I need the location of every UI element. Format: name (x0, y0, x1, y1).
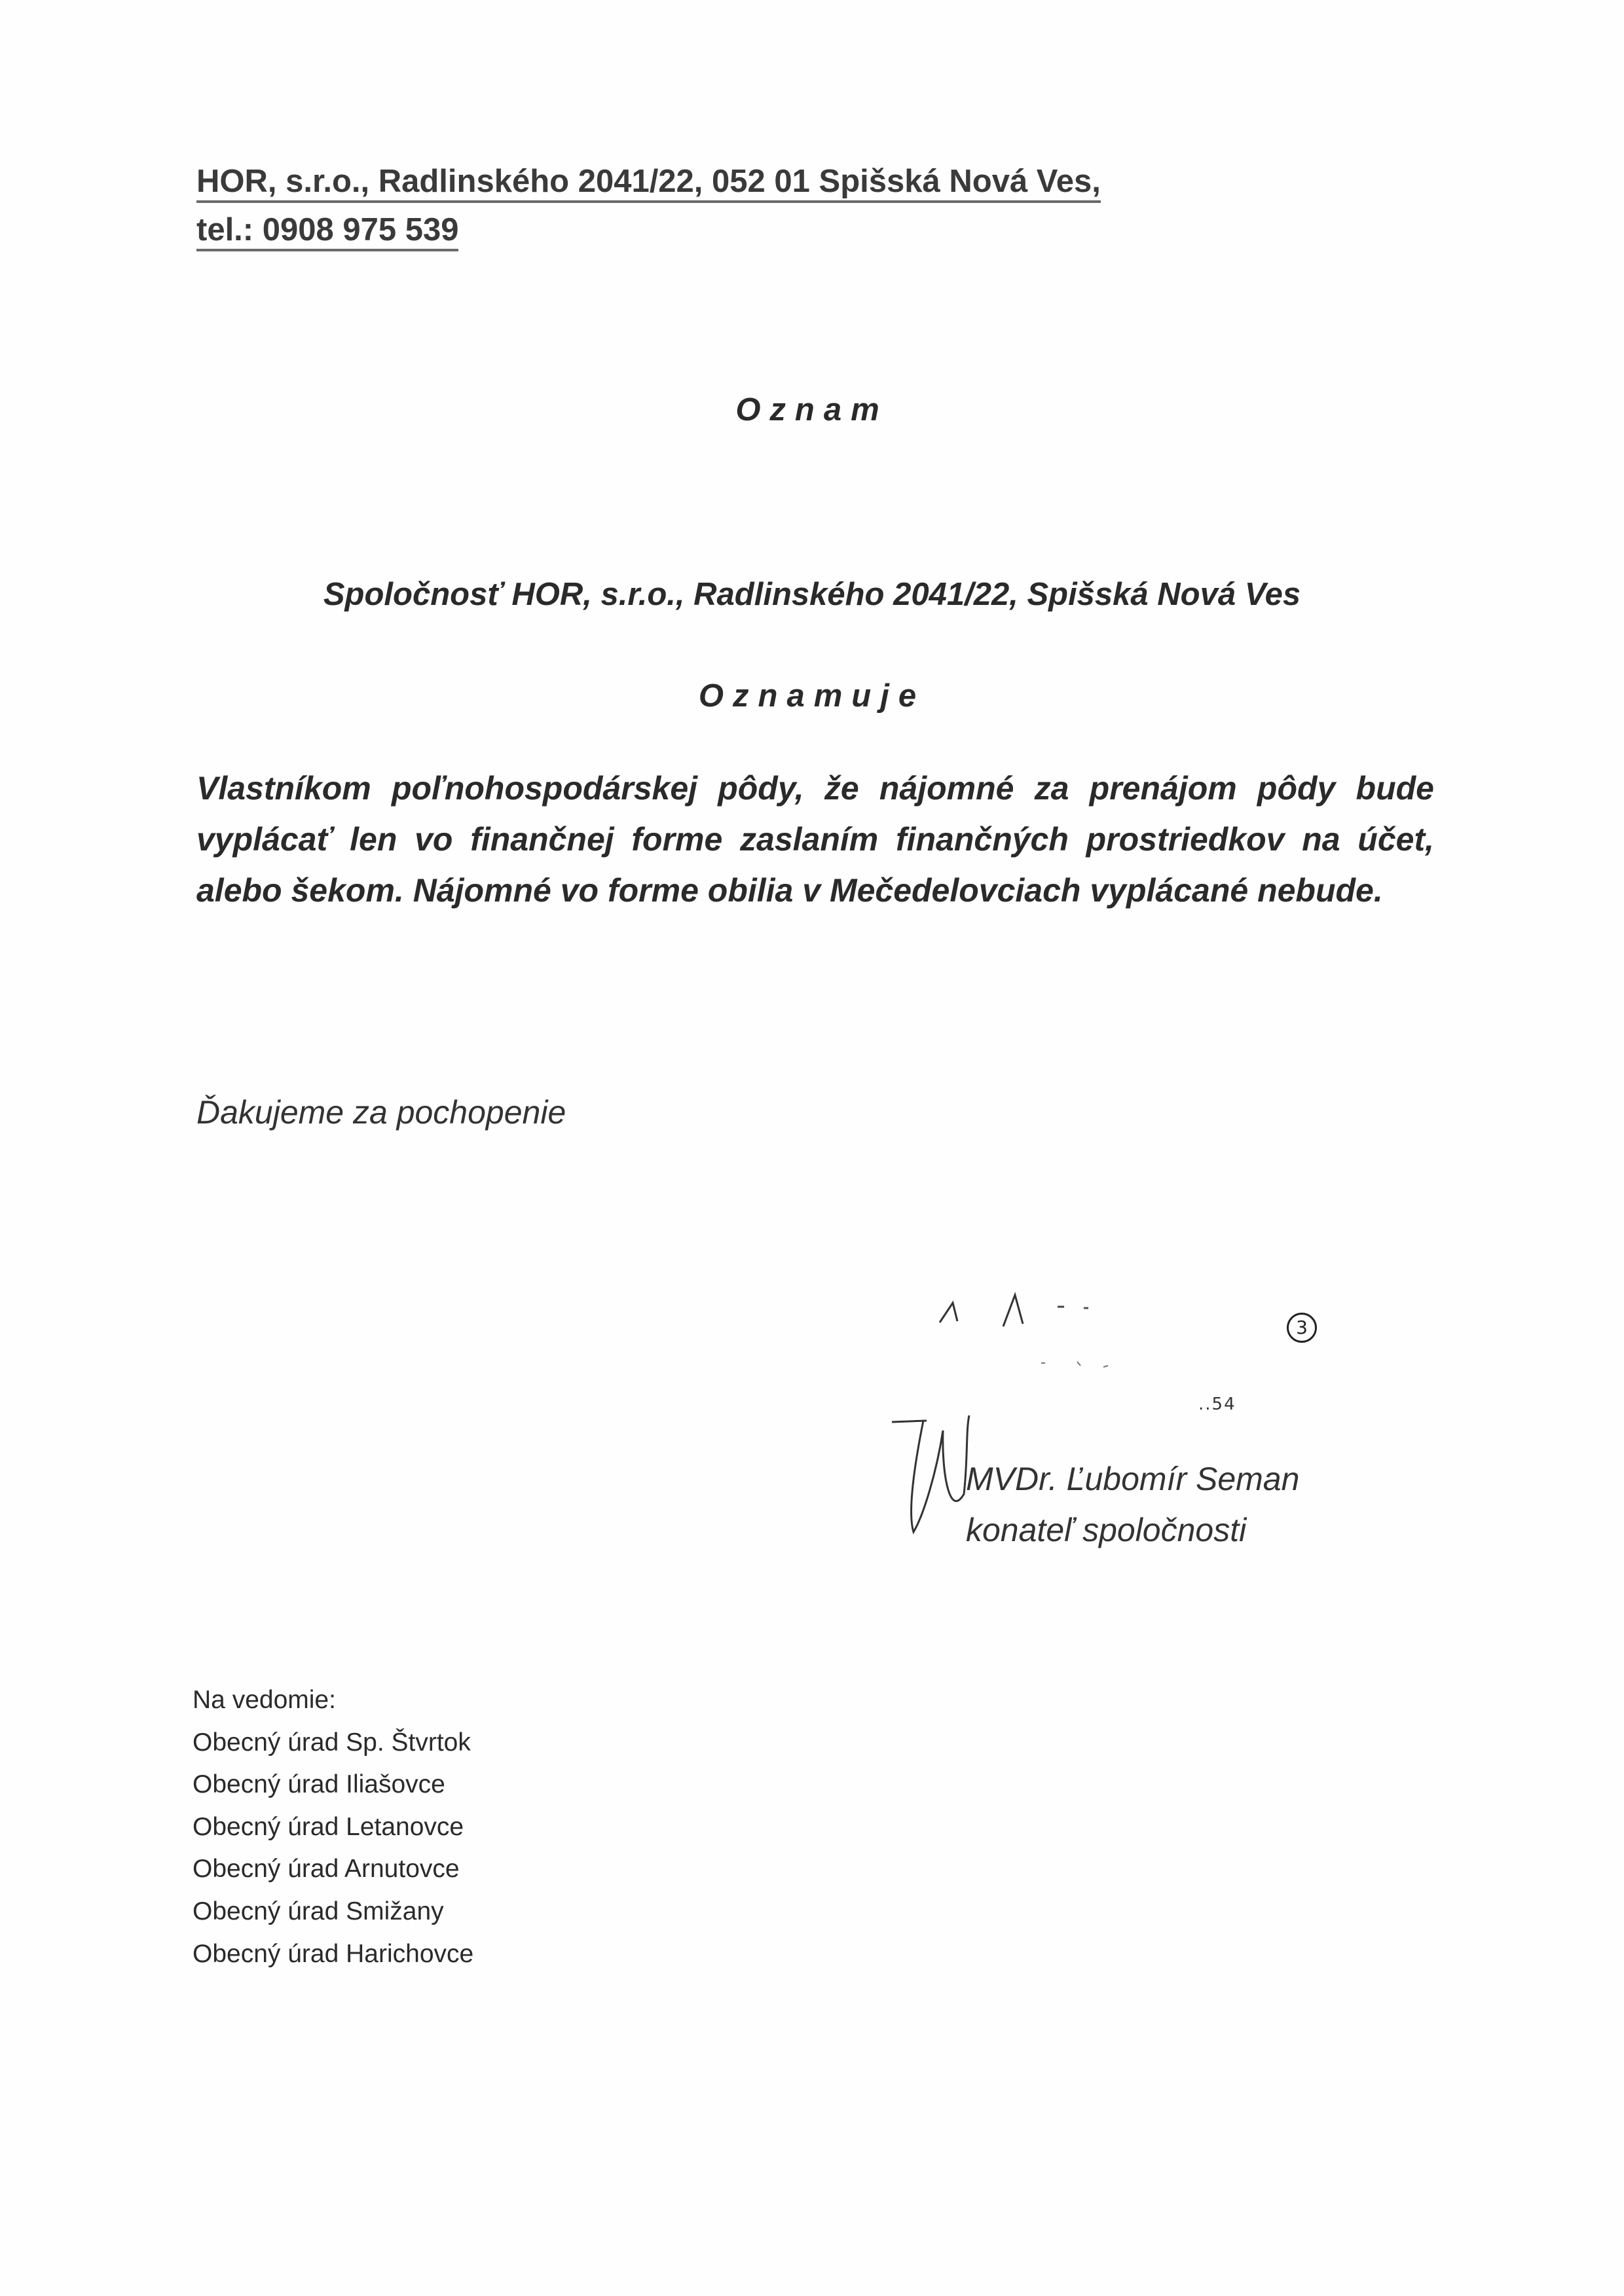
cc-item: Obecný úrad Smižany (193, 1897, 444, 1925)
thanks-line: Ďakujeme za pochopenie (196, 1094, 566, 1131)
stamp-circled-number: 3 (1287, 1313, 1317, 1343)
cc-item: Obecný úrad Arnutovce (193, 1855, 460, 1884)
company-line: Spoločnosť HOR, s.r.o., Radlinského 2041/22, Spišská Nová Ves (323, 577, 1301, 612)
letterhead-phone: tel.: 0908 975 539 (196, 212, 458, 251)
letterhead-address: HOR, s.r.o., Radlinského 2041/22, 052 01 Spišská Nová Ves, (196, 164, 1101, 203)
cc-item: Obecný úrad Letanovce (193, 1812, 464, 1841)
cc-heading: Na vedomie: (193, 1686, 336, 1714)
cc-item: Obecný úrad Harichovce (193, 1939, 474, 1968)
cc-list (193, 1679, 473, 1975)
announces-heading: Oznamuje (698, 678, 926, 714)
signatory-name: MVDr. Ľubomír Seman (966, 1461, 1300, 1497)
document-title: Oznam (735, 392, 889, 428)
signatory-role: konateľ spoločnosti (966, 1512, 1247, 1548)
cc-item: Obecný úrad Iliašovce (193, 1770, 445, 1799)
stamp-fragment: ..54 (1198, 1394, 1236, 1414)
cc-item: Obecný úrad Sp. Štvrtok (193, 1728, 471, 1757)
signatory-block (966, 1453, 1299, 1556)
notice-body: Vlastníkom poľnohospodárskej pôdy, že nájomné za prenájom pôdy bude vyplácať len vo finančnej forme zaslaním finančných prostriedkov na účet, alebo šekom. Nájomné vo forme obilia v Mečedelovciach vyplácané nebude. (196, 770, 1434, 909)
letterhead (196, 157, 1101, 254)
